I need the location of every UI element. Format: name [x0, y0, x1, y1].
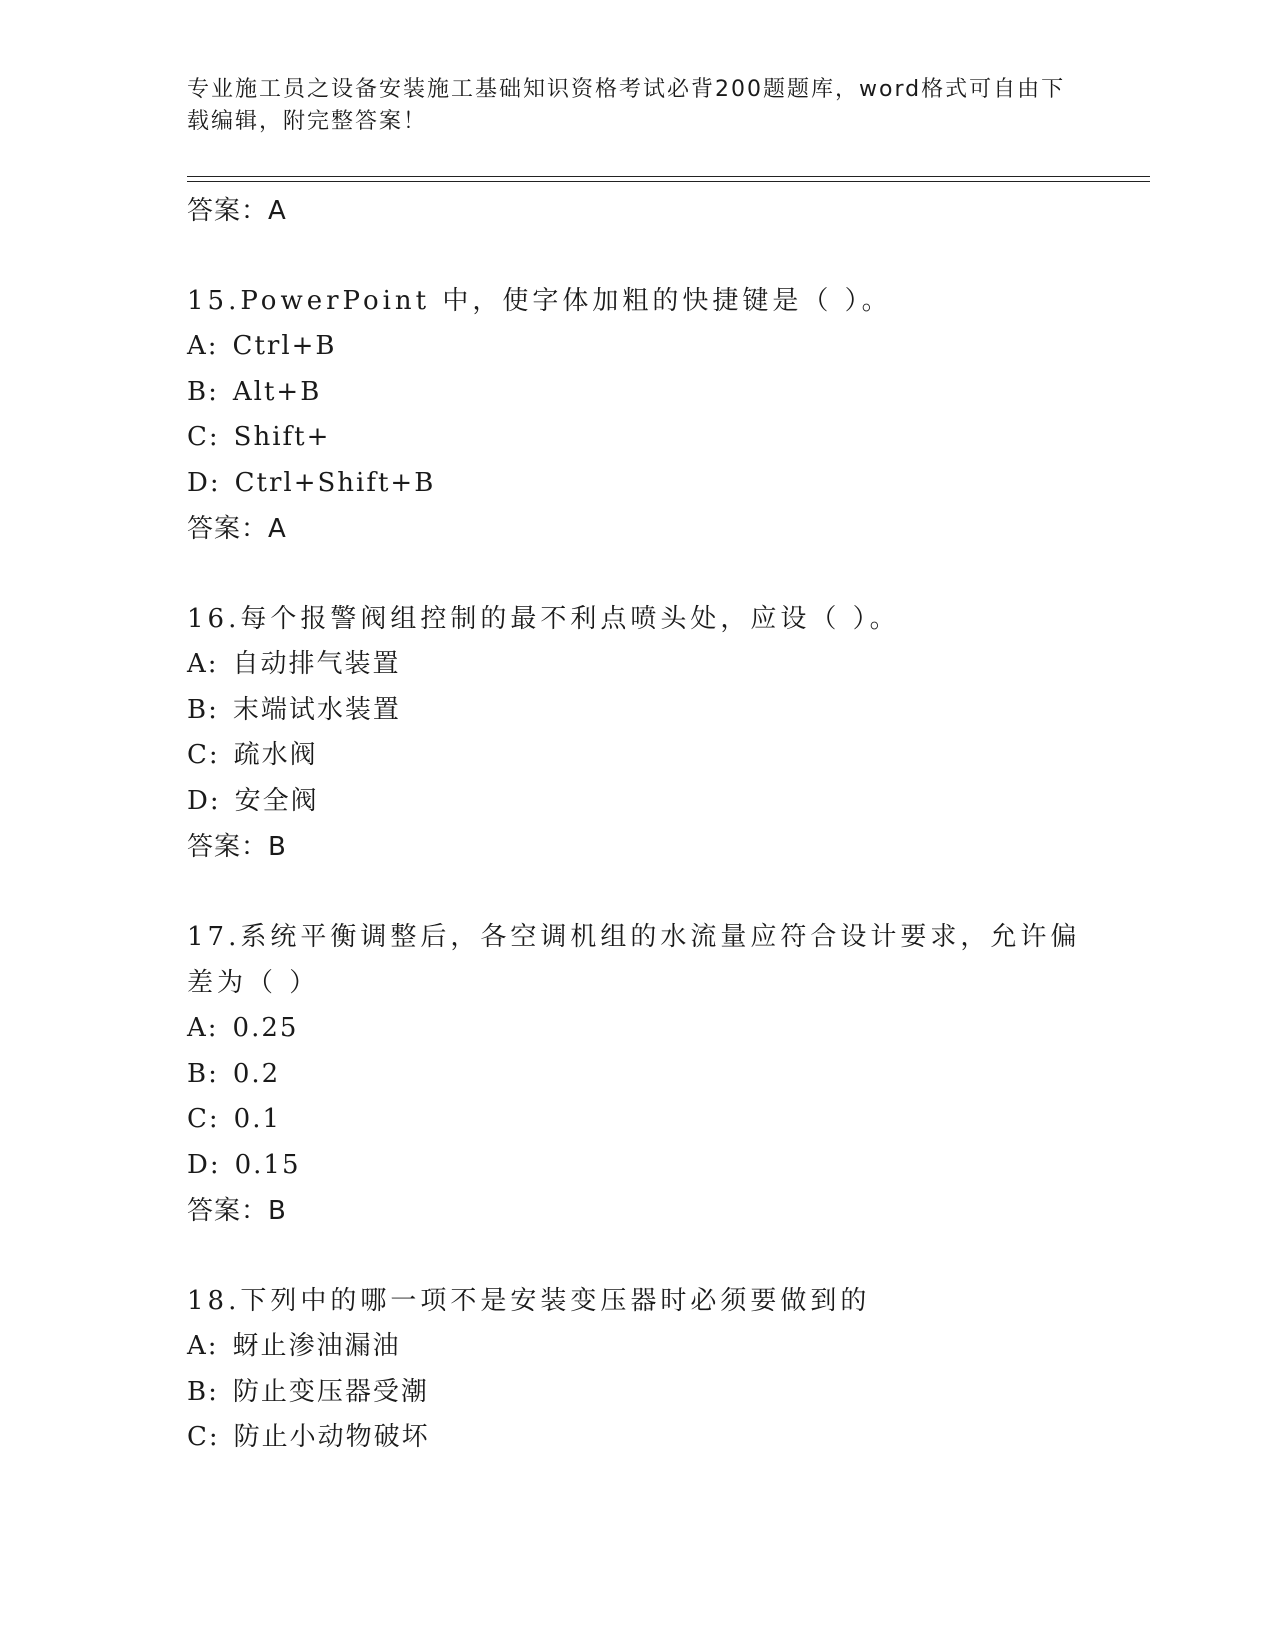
- option-c: [187, 1415, 1087, 1461]
- option-d: [187, 461, 1087, 507]
- option-text: Shift+: [233, 422, 331, 452]
- option-label: B:: [187, 694, 219, 725]
- option-label: A:: [187, 1331, 219, 1361]
- option-label: D:: [187, 467, 221, 498]
- question-text: [187, 914, 1087, 1006]
- question-number: 18.: [187, 1286, 241, 1316]
- answer-label: 答案：: [187, 832, 269, 862]
- option-text: 疏水阀: [233, 740, 318, 770]
- option-text: 0.15: [234, 1149, 301, 1180]
- answer-line: [187, 506, 1087, 552]
- option-label: A:: [187, 331, 219, 361]
- answer-line: [187, 1188, 1087, 1234]
- answer-value: A: [268, 514, 287, 544]
- option-b: [187, 370, 1087, 416]
- answer-label: 答案：: [187, 514, 269, 544]
- option-a: [187, 642, 1087, 688]
- option-label: D:: [187, 1149, 221, 1180]
- option-label: C:: [187, 422, 220, 452]
- option-label: B:: [187, 1058, 219, 1089]
- option-text: 末端试水装置: [232, 694, 401, 725]
- header-divider-bottom: [187, 181, 1150, 182]
- answer-label: 答案：: [187, 1196, 269, 1226]
- question-text: [187, 278, 1087, 324]
- option-label: D:: [187, 785, 221, 816]
- option-b: [187, 1370, 1087, 1416]
- answer-line: [187, 188, 1087, 234]
- option-c: [187, 415, 1087, 461]
- question-list: [187, 188, 1087, 1461]
- document-header: 专业施工员之设备安装施工基础知识资格考试必背200题题库，word格式可自由下载编辑，附完整答案！: [187, 77, 1066, 134]
- question-number: 15.: [187, 286, 241, 316]
- question-text: [187, 1278, 1087, 1324]
- question-item: [187, 278, 1087, 552]
- option-a: [187, 324, 1087, 370]
- option-text: 自动排气装置: [232, 649, 401, 679]
- question-body: 系统平衡调整后，各空调机组的水流量应符合设计要求，允许偏差为（ ）: [187, 922, 1081, 998]
- question-item: [187, 1278, 1087, 1461]
- question-number: 16.: [187, 604, 241, 634]
- option-text: 防止变压器受潮: [232, 1376, 429, 1407]
- option-text: 安全阀: [234, 785, 319, 816]
- option-b: [187, 688, 1087, 734]
- answer-value: A: [268, 196, 287, 226]
- question-body: PowerPoint 中，使字体加粗的快捷键是（ ）。: [240, 286, 892, 316]
- answer-line: [187, 824, 1087, 870]
- option-text: 蚜止渗油漏油: [232, 1331, 401, 1361]
- option-text: Alt+B: [232, 376, 322, 407]
- question-number: 17.: [187, 922, 241, 952]
- answer-value: B: [268, 832, 287, 862]
- option-label: B:: [187, 376, 219, 407]
- question-item: [187, 914, 1087, 1234]
- option-label: A:: [187, 649, 219, 679]
- question-body: 下列中的哪一项不是安装变压器时必须要做到的: [240, 1286, 871, 1316]
- option-a: [187, 1324, 1087, 1370]
- option-text: 0.25: [232, 1013, 299, 1043]
- option-text: Ctrl+B: [232, 331, 337, 361]
- header-divider-top: [187, 176, 1150, 177]
- option-text: 0.1: [233, 1104, 282, 1134]
- option-b: [187, 1052, 1087, 1098]
- question-item: [187, 596, 1087, 870]
- answer-value: B: [268, 1196, 287, 1226]
- option-d: [187, 779, 1087, 825]
- option-label: C:: [187, 740, 220, 770]
- option-label: A:: [187, 1013, 219, 1043]
- option-a: [187, 1006, 1087, 1052]
- option-label: B:: [187, 1376, 219, 1407]
- option-text: 防止小动物破坏: [233, 1422, 430, 1452]
- answer-label: 答案：: [187, 196, 269, 226]
- option-label: C:: [187, 1422, 220, 1452]
- question-text: [187, 596, 1087, 642]
- option-text: Ctrl+Shift+B: [234, 467, 436, 498]
- option-label: C:: [187, 1104, 220, 1134]
- option-text: 0.2: [232, 1058, 281, 1089]
- option-d: [187, 1143, 1087, 1189]
- option-c: [187, 1097, 1087, 1143]
- question-body: 每个报警阀组控制的最不利点喷头处，应设（ ）。: [240, 604, 900, 634]
- option-c: [187, 733, 1087, 779]
